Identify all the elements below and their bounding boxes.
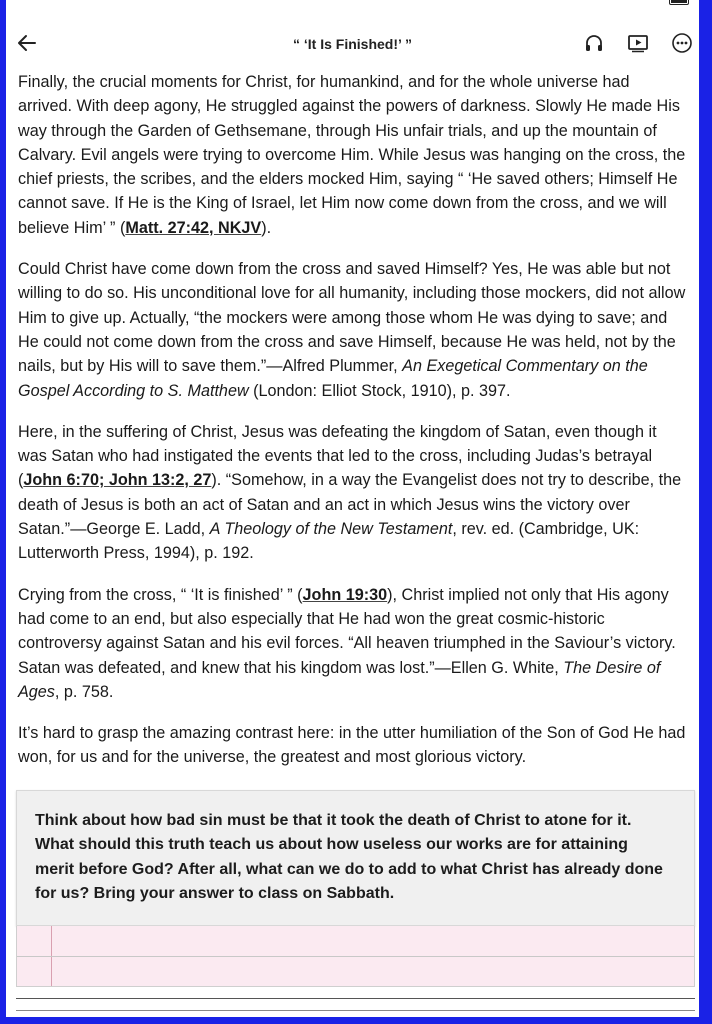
paragraph-text: , rev. ed. (Cambridge, UK: Lutterworth Press, 1994), p. 192. [18, 520, 640, 563]
answer-input-area[interactable] [16, 926, 695, 987]
top-navigation-bar [6, 10, 699, 60]
paragraph-text: Finally, the crucial moments for Christ, for humankind, and for the whole universe had arrived. With deep agony, He struggled against the powers of darkness. Slowly He made His way through the Garden of Gethsemane, through His unfair trials, and up the mountain of Calvary. Evil angels were trying to overcome Him. While Jesus was hanging on the cross, the chief priests, the scribes, and the elders mocked Him, saying “ ‘He saved others; Himself He cannot save. If He is the King of Israel, let Him now come down from the cross, and we will believe Him’ ” ( [18, 73, 686, 237]
book-title: A Theology of the New Testament [209, 520, 453, 539]
book-title: The Desire of Ages [18, 658, 661, 701]
paragraph-1 [18, 70, 687, 240]
paragraph-3 [18, 420, 687, 566]
paragraph-2 [18, 257, 687, 403]
paragraph-text: Here, in the suffering of Christ, Jesus was defeating the kingdom of Satan, even though it was Satan who had instigated the events that led to the cross, including Judas’s betrayal ( [18, 422, 657, 490]
paragraph-text: (London: Elliot Stock, 1910), p. 397. [248, 381, 511, 400]
paragraph-text: ). “Somehow, in a way the Evangelist does not try to describe, the death of Jesus is both an act of Satan and an act in which Jesus wins the victory over Satan.”—George E. Ladd, [18, 471, 682, 539]
paragraph-text: ). [261, 218, 272, 237]
paragraph-text: , p. 758. [54, 682, 114, 701]
paragraph-text: It’s hard to grasp the amazing contrast here: in the utter humiliation of the Son of God He had won, for us and for the universe, the greatest and most glorious victory. [18, 724, 686, 767]
app-frame [6, 0, 699, 1017]
divider [16, 1010, 695, 1011]
battery-icon [669, 0, 689, 5]
status-bar [6, 0, 699, 10]
more-options-icon[interactable] [671, 32, 693, 54]
play-video-icon[interactable] [627, 32, 649, 54]
book-title: An Exegetical Commentary on the Gospel According to S. Matthew [18, 357, 648, 400]
paragraph-4 [18, 583, 687, 704]
lesson-content [6, 60, 699, 770]
notebook-rule [17, 956, 694, 957]
divider [16, 998, 695, 999]
toolbar-icons [583, 32, 693, 54]
paragraph-text: ), Christ implied not only that His agony had come to an end, but also especially that He had won the great cosmic-historic controversy against Satan and his evil forces. “All heaven triumphed in the Saviour’s victory. Satan was defeated, and knew that his kingdom was lost.”—Ellen G. White, [18, 585, 676, 677]
headphones-icon[interactable] [583, 32, 605, 54]
scripture-link[interactable]: John 19:30 [302, 585, 388, 604]
scripture-link[interactable]: Matt. 27:42, NKJV [125, 218, 262, 237]
paragraph-5 [18, 721, 687, 770]
page-title: “ ‘It Is Finished!’ ” [292, 36, 412, 52]
paragraph-text: Could Christ have come down from the cross and saved Himself? Yes, He was able but not willing to do so. His unconditional love for all humanity, including those mockers, did not allow Him to give up. Actually, “the mockers were among those whom He was dying to save; and He could not come down from the cross and save Himself, because He was held, not by the nails, but by His will to save them.”—Alfred Plummer, [18, 260, 686, 376]
scripture-link[interactable]: John 6:70; John 13:2, 27 [23, 471, 212, 490]
battery-indicator [666, 0, 689, 6]
discussion-question: Think about how bad sin must be that it took the death of Christ to atone for it. What should this truth teach us about how useless our works are for attaining merit before God? After all, what can we do to add to what Christ has already done for us? Bring your answer to class on Sabbath. [16, 790, 695, 926]
paragraph-text: Crying from the cross, “ ‘It is finished’ ” ( [18, 585, 303, 604]
